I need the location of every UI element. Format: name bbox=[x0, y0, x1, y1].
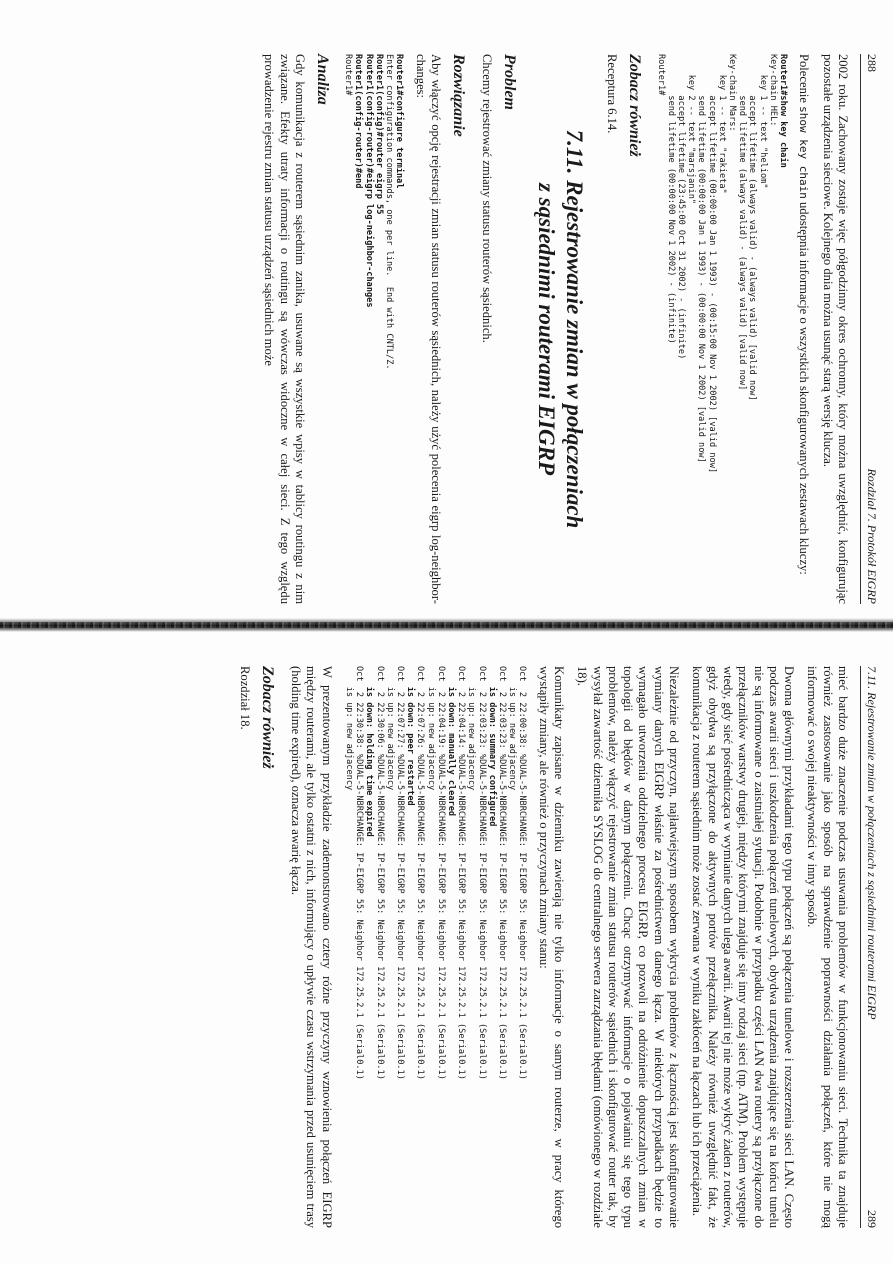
right-page-number: 289 bbox=[865, 1210, 879, 1228]
problem-heading: Problem bbox=[501, 54, 519, 110]
right-para-2: Dwoma głównymi przykładami tego typu połączeń są połączenia tunelowe i rozszerzenia sieci LAN. Często podczas awarii sieci i uszkodzenia połączeń tunelowych, obydwa urządzenia znajdujące się na końcu tunelu nie są informowane o zaistniałej sytuacji. Podobnie w przypadku części LAN dwa routery są przyłączone do przełączników warstwy drugiej, między którymi znajduje się inny rodzaj sieci (np. ATM). Problem występuje wtedy, gdy sieć pośrednicząca w wymianie danych ulega awarii. Awarii tej nie może wykryć żaden z routerów, gdyż obydwa są przyłączone do aktywnych portów przełącznika. Należy również uwzględnić fakt, że komunikacja z routerem sąsiednim może zostać zerwana w wyniku zakłóceń na łączach lub ich przeciążenia. bbox=[690, 666, 797, 1228]
right-para-1: mieć bardzo duże znaczenie podczas usuwania problemów w funkcjonowaniu sieci. Technika ta znajduje również zastosowanie jako sposób na sprawdzenie poprawności działania połączeń, które nie mogą informować o swojej nieaktywności w inny sposób. bbox=[805, 666, 850, 1228]
right-para-4: Komunikaty zapisane w dzienniku zawierają nie tylko informacje o samym routerze, w pracy którego wystąpiły zmiany, ale również o przyczynach zmiany stanu: bbox=[536, 666, 566, 1228]
code-line: Oct 2 22:00:38: %DUAL-5-NBRCHANGE: IP-EIGRP 55: Neighbor 172.25.2.1 (Serial0.1) bbox=[517, 666, 528, 1080]
cmd-para-command: show key chain bbox=[797, 106, 811, 199]
intro-paragraph: 2002 roku. Zachowany zostaje więc półgodzinny okres ochronny, który można uwzględnić, konfigurując pozostałe urządzenia sieciowe. Kolejnego dnia można usunąć starą wersję klucza. bbox=[820, 54, 850, 604]
book-gutter-texture bbox=[0, 622, 893, 628]
code-line: Oct 2 22:03:23: %DUAL-5-NBRCHANGE: IP-EIGRP 55: Neighbor 172.25.2.1 (Serial0.1) bbox=[496, 666, 507, 1080]
code-line: send lifetime (00:00:00 Jan 1 1993) - (00:00:00 Nov 1 2002) [valid now] bbox=[696, 54, 707, 463]
code-line: key 1 -- text "rakieta" bbox=[716, 54, 727, 194]
code-line: Router1(config-router)#end bbox=[353, 54, 364, 189]
code-line: key 2 -- text "marsjanin" bbox=[686, 54, 697, 205]
problem-text: Chcemy rejestrować zmiany statusu routerów sąsiednich. bbox=[480, 54, 495, 343]
code-line: Key-chain HEL: bbox=[767, 54, 778, 127]
code-line: Router1#show key chain bbox=[778, 54, 789, 168]
code-line: Oct 2 22:07:26: %DUAL-5-NBRCHANGE: IP-EIGRP 55: Neighbor 172.25.2.1 (Serial0.1) bbox=[415, 666, 426, 1080]
code-line: is up: new adjacency bbox=[384, 666, 395, 791]
code-line: Key-chain Mars: bbox=[727, 54, 738, 132]
code-line: accept lifetime (00:00:00 Jan 1 1993) - (00:15:00 Nov 1 2002) [valid now] bbox=[706, 54, 717, 474]
section-title-line2: z sąsiednimi routerami EIGRP bbox=[534, 182, 560, 476]
code-block-log bbox=[344, 666, 528, 1228]
code-line: Router1(config-router)#eigrp log-neighbor-changes bbox=[363, 54, 374, 308]
left-page-number: 288 bbox=[865, 54, 879, 72]
right-para-3: Niezależnie od przyczyn, najłatwiejszym sposobem wykrycia problemów z łącznością jest skonfigurowanie wymiany danych EIGRP właśnie za pośrednictwem danego łącza. W niektórych przypadkach będzie to wymagało utworzenia oddzielnego procesu EIGRP, co pozwoli na odróżnienie dopuszczalnych zmian w topologii od błędów w danym połączeniu. Chcąc otrzymywać informacje o pojawianiu się tego typu problemów, należy włączyć rejestrowanie zmian statusu routerów sąsiednich i skonfigurować router tak, by wysyłał zawartość dziennika SYSLOG do centralnego serwera zarządzania błędami (omówionego w rozdziale 18). bbox=[575, 666, 682, 1228]
code-line: is down: peer restarted bbox=[405, 666, 416, 806]
see-also-heading-right: Zobacz również bbox=[258, 666, 276, 769]
code-line: Router1# bbox=[655, 54, 666, 96]
code-line: accept lifetime (always valid) - (always valid) [valid now] bbox=[747, 54, 758, 401]
show-key-chain-paragraph bbox=[796, 54, 811, 604]
cmd-para-prefix: Polecenie bbox=[797, 54, 812, 107]
code-line: is up: new adjacency bbox=[343, 666, 354, 791]
code-line: Oct 2 22:30:06: %DUAL-5-NBRCHANGE: IP-EIGRP 55: Neighbor 172.25.2.1 (Serial0.1) bbox=[374, 666, 385, 1080]
right-page-header bbox=[860, 666, 893, 1228]
section-title-line1: 7.11. Rejestrowanie zmian w połączeniach bbox=[562, 129, 588, 529]
code-line: Router1# bbox=[343, 54, 354, 96]
left-page-header bbox=[860, 54, 893, 604]
right-running-head: 7.11. Rejestrowanie zmian w połączeniach z sąsiednimi routerami EIGRP bbox=[865, 666, 879, 1020]
analysis-heading: Analiza bbox=[314, 54, 332, 105]
right-para-5: W prezentowanym przykładzie zademonstrowano cztery różne przyczyny wznowienia połączeń EIGRP między routerami, ale tylko ostatni z nich, informujący o upływie czasu wstrzymania przed usunięciem trasy (holding time expired), oznacza awarię łącza. bbox=[289, 666, 334, 1228]
code-line: Oct 2 22:30:38: %DUAL-5-NBRCHANGE: IP-EIGRP 55: Neighbor 172.25.2.1 (Serial0.1) bbox=[354, 666, 365, 1080]
code-line: Oct 2 22:04:14: %DUAL-5-NBRCHANGE: IP-EIGRP 55: Neighbor 172.25.2.1 (Serial0.1) bbox=[456, 666, 467, 1080]
right-page bbox=[0, 640, 893, 1250]
left-running-head: Rozdział 7. Protokół EIGRP bbox=[865, 468, 879, 604]
code-line: send lifetime (00:00:00 Nov 1 2002) - (infinite) bbox=[665, 54, 676, 344]
code-line: accept lifetime (23:45:00 Oct 31 2002) - (infinite) bbox=[676, 54, 687, 360]
see-also-heading-left: Zobacz również bbox=[626, 54, 644, 157]
code-block-config bbox=[343, 54, 404, 604]
code-line: is down: holding time expired bbox=[364, 666, 375, 837]
code-block-key-chain bbox=[655, 54, 788, 604]
see-also-text-left: Receptura 6.14. bbox=[605, 54, 620, 134]
cmd-para-suffix: udostępnia informacje o wszystkich skonfigurowanych zestawach kluczy: bbox=[797, 198, 812, 575]
code-line: Router1(config)#router eigrp 55 bbox=[373, 54, 384, 215]
code-line: key 1 -- text "heliom" bbox=[757, 54, 768, 189]
left-page bbox=[0, 28, 893, 626]
code-line: is up: new adjacency bbox=[507, 666, 518, 791]
analysis-text: Gdy komunikacja z routerem sąsiednim zanika, usuwane są wszystkie wpisy w tablicy routingu z nim związane. Efekty utraty informacji o routingu są wówczas widoczne w całej sieci. Z tego względu prowadzenie rejestru zmian statusu urządzeń sąsiednich może bbox=[262, 54, 308, 604]
code-line: Oct 2 22:04:19: %DUAL-5-NBRCHANGE: IP-EIGRP 55: Neighbor 172.25.2.1 (Serial0.1) bbox=[435, 666, 446, 1080]
section-title bbox=[532, 54, 588, 604]
code-line: Enter configuration commands, one per line. End with CNTL/Z. bbox=[384, 54, 395, 370]
code-line: Oct 2 22:07:27: %DUAL-5-NBRCHANGE: IP-EIGRP 55: Neighbor 172.25.2.1 (Serial0.1) bbox=[394, 666, 405, 1080]
code-line: is down: manually cleared bbox=[445, 666, 456, 817]
code-line: is down: summary configured bbox=[486, 666, 497, 827]
solution-text: Aby włączyć opcję rejestracji zmian statusu routerów sąsiednich, należy użyć polecenia eigrp log-neighbor-changes: bbox=[413, 54, 443, 604]
code-line: Oct 2 22:03:23: %DUAL-5-NBRCHANGE: IP-EIGRP 55: Neighbor 172.25.2.1 (Serial0.1) bbox=[476, 666, 487, 1080]
solution-heading: Rozwiązanie bbox=[449, 54, 467, 137]
code-line: send lifetime (always valid) - (always valid) [valid now] bbox=[737, 54, 748, 391]
code-line: is up: new adjacency bbox=[425, 666, 436, 791]
see-also-text-right: Rozdział 18. bbox=[237, 666, 252, 730]
code-line: Router1#configure terminal bbox=[394, 54, 405, 189]
code-line: is up: new adjacency bbox=[466, 666, 477, 791]
